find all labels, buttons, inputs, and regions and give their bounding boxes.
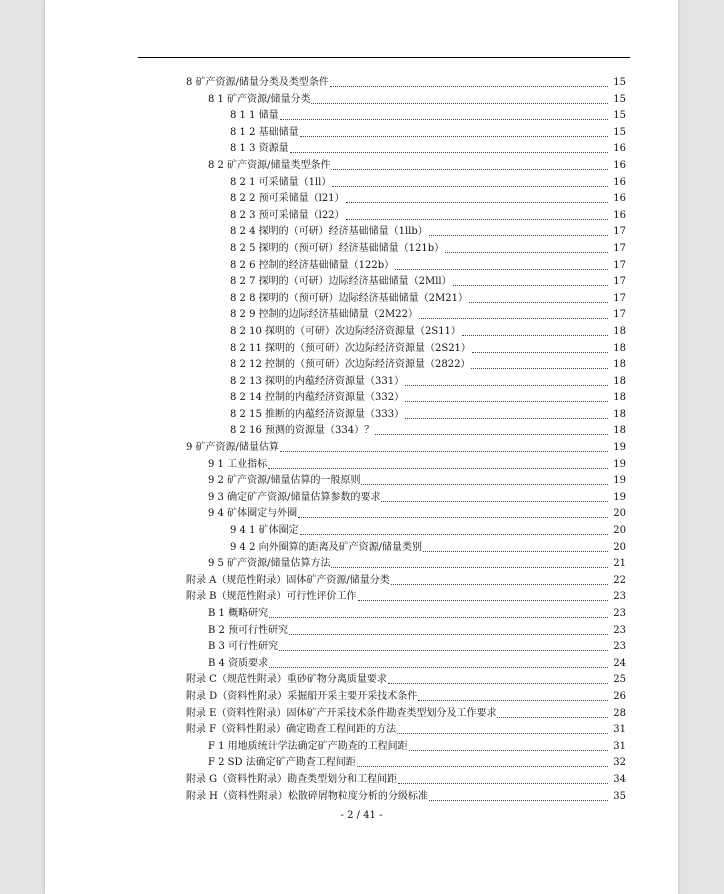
toc-dot-leader: [445, 252, 608, 253]
toc-dot-leader: [298, 517, 608, 518]
toc-dot-leader: [300, 534, 608, 535]
toc-entry-page: 19: [613, 475, 626, 487]
toc-entry-page: 16: [613, 159, 626, 171]
toc-entry-page: 17: [613, 309, 626, 321]
toc-entry[interactable]: [186, 407, 626, 424]
toc-dot-leader: [269, 667, 608, 668]
toc-dot-leader: [469, 302, 608, 303]
toc-entry[interactable]: [186, 706, 626, 723]
toc-entry-page: 28: [613, 707, 626, 719]
toc-dot-leader: [346, 219, 608, 220]
toc-entry-label: 9 3 确定矿产资源/储量估算参数的要求: [208, 491, 381, 503]
toc-entry-label: 8 2 1 可采储量（1ll）: [230, 176, 332, 188]
toc-entry-page: 18: [613, 408, 626, 420]
toc-entry[interactable]: [186, 241, 626, 258]
toc-entry-label: 9 矿产资源/储量估算: [186, 442, 279, 454]
toc-entry-page: 22: [613, 574, 626, 586]
toc-entry[interactable]: [186, 374, 626, 391]
toc-dot-leader: [405, 385, 608, 386]
toc-entry[interactable]: [186, 224, 626, 241]
toc-dot-leader: [381, 501, 608, 502]
toc-entry-label: 9 1 工业指标: [208, 458, 268, 470]
toc-dot-leader: [358, 600, 608, 601]
toc-entry[interactable]: [186, 672, 626, 689]
toc-entry-page: 21: [613, 558, 626, 570]
toc-entry[interactable]: [186, 440, 626, 457]
toc-dot-leader: [398, 783, 608, 784]
toc-entry-page: 35: [613, 790, 626, 802]
toc-entry-label: 8 2 矿产资源/储量类型条件: [208, 159, 331, 171]
toc-entry-page: 15: [613, 110, 626, 122]
toc-entry-page: 32: [613, 757, 626, 769]
toc-entry-label: 附录 B（规范性附录）可行性评价工作: [186, 591, 357, 603]
toc-entry[interactable]: [186, 307, 626, 324]
toc-entry-page: 20: [613, 541, 626, 553]
toc-dot-leader: [388, 683, 608, 684]
toc-entry-page: 31: [613, 740, 626, 752]
toc-entry[interactable]: [186, 689, 626, 706]
toc-dot-leader: [397, 733, 608, 734]
toc-dot-leader: [471, 368, 608, 369]
toc-dot-leader: [429, 800, 608, 801]
toc-entry-label: 8 2 16 预测的资源量（334）？: [230, 425, 375, 437]
toc-entry-label: 8 2 9 控制的边际经济基础储量（2M22）: [230, 309, 418, 321]
toc-entry[interactable]: [186, 175, 626, 192]
toc-entry[interactable]: [186, 457, 626, 474]
toc-entry-label: 附录 F（资料性附录）确定勘查工程间距的方法: [186, 724, 397, 736]
toc-entry-page: 26: [613, 690, 626, 702]
toc-entry-label: 8 2 6 控制的经济基础储量（122b）: [230, 259, 395, 271]
toc-entry[interactable]: [186, 573, 626, 590]
toc-entry[interactable]: [186, 523, 626, 540]
toc-entry-label: 8 2 7 探明的（可研）边际经济基础储量（2Mll）: [230, 276, 452, 288]
toc-entry[interactable]: [186, 324, 626, 341]
toc-dot-leader: [290, 152, 608, 153]
toc-entry-page: 25: [613, 674, 626, 686]
toc-dot-leader: [311, 103, 608, 104]
toc-entry[interactable]: [186, 158, 626, 175]
toc-entry-label: B 3 可行性研究: [208, 641, 279, 653]
toc-dot-leader: [429, 235, 608, 236]
toc-dot-leader: [346, 202, 608, 203]
toc-entry[interactable]: [186, 357, 626, 374]
toc-entry-page: 15: [613, 126, 626, 138]
toc-entry-label: 8 2 14 控制的内蕴经济资源量（332）: [230, 392, 405, 404]
toc-dot-leader: [331, 169, 608, 170]
toc-dot-leader: [419, 318, 608, 319]
toc-entry-page: 16: [613, 209, 626, 221]
toc-entry-label: 附录 D（资料性附录）采掘船开采主要开采技术条件: [186, 690, 418, 702]
toc-entry-label: 附录 A（规范性附录）固体矿产资源/储量分类: [186, 574, 390, 586]
toc-entry-label: 附录 G（资料性附录）勘查类型划分和工程间距: [186, 773, 398, 785]
toc-entry-page: 31: [613, 724, 626, 736]
toc-entry[interactable]: [186, 556, 626, 573]
toc-entry[interactable]: [186, 473, 626, 490]
toc-entry-label: 8 2 8 探明的（预可研）边际经济基础储量（2M21）: [230, 292, 468, 304]
toc-dot-leader: [268, 468, 608, 469]
toc-dot-leader: [391, 584, 608, 585]
toc-dot-leader: [357, 766, 608, 767]
toc-entry-page: 16: [613, 176, 626, 188]
toc-dot-leader: [472, 352, 608, 353]
toc-entry[interactable]: [186, 540, 626, 557]
toc-entry-page: 18: [613, 342, 626, 354]
toc-entry-page: 16: [613, 193, 626, 205]
toc-entry-label: 8 2 13 探明的内蕴经济资源量（331）: [230, 375, 405, 387]
header-rule: [138, 57, 630, 58]
toc-entry[interactable]: [186, 341, 626, 358]
toc-entry-page: 19: [613, 458, 626, 470]
toc-dot-leader: [405, 401, 608, 402]
toc-dot-leader: [395, 269, 608, 270]
toc-entry[interactable]: [186, 108, 626, 125]
toc-entry-label: 9 4 矿体圈定与外圈: [208, 508, 298, 520]
toc-entry-label: 8 2 11 探明的（预可研）次边际经济资源量（2S21）: [230, 342, 471, 354]
toc-entry-page: 18: [613, 359, 626, 371]
toc-entry-page: 18: [613, 392, 626, 404]
toc-entry[interactable]: [186, 639, 626, 656]
toc-dot-leader: [332, 186, 608, 187]
toc-entry-page: 18: [613, 375, 626, 387]
toc-entry-label: 8 2 4 探明的（可研）经济基础储量（1llb）: [230, 226, 428, 238]
toc-entry-page: 23: [613, 624, 626, 636]
toc-dot-leader: [497, 717, 608, 718]
toc-entry-page: 16: [613, 143, 626, 155]
table-of-contents: [186, 75, 626, 805]
toc-entry-page: 17: [613, 242, 626, 254]
toc-entry-label: 9 2 矿产资源/储量估算的一般原则: [208, 475, 361, 487]
toc-entry[interactable]: [186, 92, 626, 109]
toc-entry-page: 23: [613, 591, 626, 603]
toc-dot-leader: [409, 750, 608, 751]
toc-entry[interactable]: [186, 656, 626, 673]
toc-entry-page: 15: [613, 77, 626, 88]
toc-entry-label: 附录 C（规范性附录）重砂矿物分离质量要求: [186, 674, 387, 686]
toc-dot-leader: [423, 551, 608, 552]
toc-dot-leader: [269, 617, 608, 618]
toc-dot-leader: [300, 136, 608, 137]
toc-entry[interactable]: [186, 606, 626, 623]
toc-dot-leader: [330, 86, 608, 87]
toc-entry-label: B 4 资质要求: [208, 657, 269, 669]
toc-entry-page: 17: [613, 226, 626, 238]
toc-entry-label: 8 1 矿产资源/储量分类: [208, 93, 311, 105]
toc-entry[interactable]: [186, 125, 626, 142]
toc-entry-label: 8 2 3 预可采储量（l22）: [230, 209, 345, 221]
toc-entry-page: 23: [613, 641, 626, 653]
toc-entry-page: 17: [613, 259, 626, 271]
toc-entry[interactable]: [186, 141, 626, 158]
toc-entry[interactable]: [186, 274, 626, 291]
toc-entry-page: 15: [613, 93, 626, 105]
toc-entry[interactable]: [186, 506, 626, 523]
toc-entry[interactable]: [186, 623, 626, 640]
toc-dot-leader: [280, 451, 608, 452]
toc-entry-page: 19: [613, 442, 626, 454]
toc-entry[interactable]: [186, 722, 626, 739]
toc-entry-label: 附录 E（资料性附录）固体矿产开采技术条件勘查类型划分及工作要求: [186, 707, 497, 719]
toc-entry-page: 18: [613, 325, 626, 337]
toc-entry-page: 17: [613, 276, 626, 288]
toc-entry[interactable]: [186, 390, 626, 407]
toc-entry[interactable]: [186, 191, 626, 208]
toc-entry[interactable]: [186, 208, 626, 225]
toc-entry-label: 8 2 5 探明的（预可研）经济基础储量（121b）: [230, 242, 445, 254]
toc-dot-leader: [279, 650, 608, 651]
toc-entry-label: 9 5 矿产资源/储量估算方法: [208, 558, 331, 570]
toc-entry-label: 8 2 15 推断的内蕴经济资源量（333）: [230, 408, 405, 420]
toc-entry[interactable]: [186, 75, 626, 92]
toc-entry-label: F 2 SD 法确定矿产勘查工程间距: [208, 757, 356, 769]
toc-entry[interactable]: [186, 423, 626, 440]
toc-entry[interactable]: [186, 789, 626, 806]
toc-entry-label: B 1 概略研究: [208, 608, 269, 619]
toc-dot-leader: [418, 700, 608, 701]
toc-entry-page: 18: [613, 425, 626, 437]
toc-entry[interactable]: [186, 291, 626, 308]
toc-dot-leader: [280, 119, 608, 120]
toc-entry-page: 17: [613, 292, 626, 304]
document-page: [45, 0, 678, 894]
toc-entry[interactable]: [186, 772, 626, 789]
toc-entry[interactable]: [186, 739, 626, 756]
toc-entry[interactable]: [186, 490, 626, 507]
toc-entry-label: B 2 预可行性研究: [208, 624, 289, 636]
toc-entry-label: 8 2 10 探明的（可研）次边际经济资源量（2S11）: [230, 325, 461, 337]
toc-entry-label: 附录 H（资料性附录）松散碎屑物粒度分析的分级标准: [186, 790, 428, 802]
toc-entry-page: 20: [613, 525, 626, 537]
toc-entry[interactable]: [186, 258, 626, 275]
toc-dot-leader: [375, 434, 608, 435]
toc-entry[interactable]: [186, 755, 626, 772]
toc-dot-leader: [462, 335, 608, 336]
toc-entry-page: 24: [613, 657, 626, 669]
toc-entry-label: 9 4 2 向外圈算的距离及矿产资源/储量类别: [230, 541, 422, 553]
toc-entry[interactable]: [186, 589, 626, 606]
toc-entry-label: 8 1 3 资源量: [230, 143, 289, 155]
toc-entry-label: 8 矿产资源/储量分类及类型条件: [186, 77, 329, 88]
toc-entry-label: 8 1 1 储量: [230, 110, 279, 122]
toc-dot-leader: [405, 418, 608, 419]
toc-entry-page: 20: [613, 508, 626, 520]
toc-dot-leader: [331, 567, 608, 568]
page-number: - 2 / 41 -: [340, 810, 383, 821]
toc-dot-leader: [361, 484, 608, 485]
toc-dot-leader: [453, 285, 608, 286]
toc-entry-label: 8 1 2 基础储量: [230, 126, 299, 138]
toc-entry-label: F 1 用地质统计学法确定矿产勘查的工程间距: [208, 740, 408, 752]
toc-entry-page: 34: [613, 773, 626, 785]
toc-dot-leader: [289, 634, 608, 635]
toc-entry-label: 8 2 12 控制的（预可研）次边际经济资源量（2822）: [230, 359, 471, 371]
toc-entry-page: 23: [613, 608, 626, 619]
toc-entry-label: 9 4 1 矿体圈定: [230, 525, 299, 537]
toc-entry-page: 19: [613, 491, 626, 503]
toc-entry-label: 8 2 2 预可采储量（l21）: [230, 193, 345, 205]
